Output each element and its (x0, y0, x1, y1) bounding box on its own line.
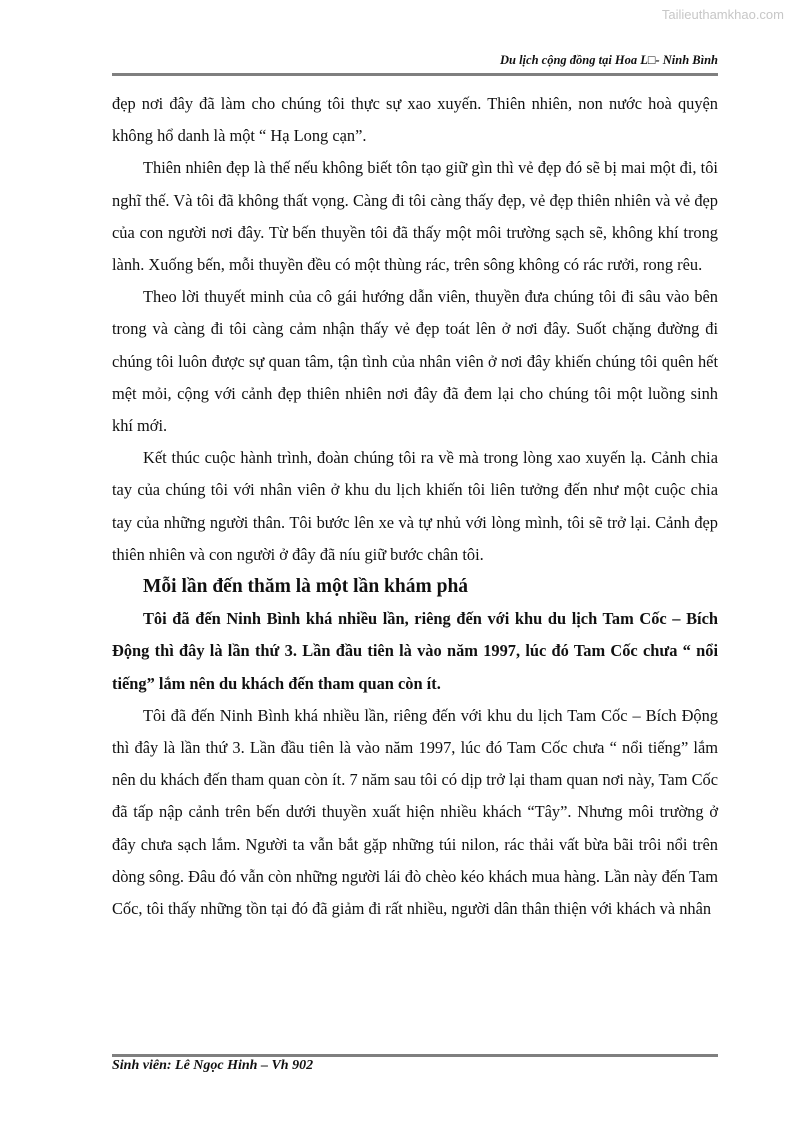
paragraph: Kết thúc cuộc hành trình, đoàn chúng tôi ra về mà trong lòng xao xuyến lạ. Cảnh chia tay của chúng tôi với nhân viên ở khu du lịch khiến tôi liên tưởng đến như một cuộc chia tay của những người thân. Tôi bước lên xe và tự nhủ với lòng mình, tôi sẽ trở lại. Cảnh đẹp thiên nhiên và con người ở đây đã níu giữ bước chân tôi. (112, 448, 718, 564)
page-body (112, 88, 718, 925)
paragraph: Theo lời thuyết minh của cô gái hướng dẫn viên, thuyền đưa chúng tôi đi sâu vào bên trong và càng đi tôi càng cảm nhận thấy vẻ đẹp toát lên ở nơi đây. Suốt chặng đường đi chúng tôi luôn được sự quan tâm, tận tình của nhân viên ở nơi đây khiến chúng tôi quên hết mệt mỏi, cộng với cảnh đẹp thiên nhiên nơi đây đã đem lại cho chúng tôi một luồng sinh khí mới. (112, 287, 718, 436)
footer-author: Sinh viên: Lê Ngọc Hinh – Vh 902 (112, 1058, 314, 1073)
footer-divider (112, 1054, 718, 1057)
header-divider (112, 73, 718, 76)
paragraph: Tôi đã đến Ninh Bình khá nhiều lần, riêng đến với khu du lịch Tam Cốc – Bích Động thì đây là lần thứ 3. Lần đầu tiên là vào năm 1997, lúc đó Tam Cốc chưa “ nổi tiếng” lắm nên du khách đến tham quan còn ít. 7 năm sau tôi có dịp trở lại tham quan nơi này, Tam Cốc đã tấp nập cảnh trên bến dưới thuyền xuất hiện nhiều khách “Tây”. Nhưng môi trường ở đây chưa sạch lắm. Người ta vẫn bắt gặp những túi nilon, rác thải vất bừa bãi trôi nổi trên dòng sông. Đâu đó vẫn còn những người lái đò chèo kéo khách mua hàng. Lần này đến Tam Cốc, tôi thấy những tồn tại đó đã giảm đi rất nhiều, người dân thân thiện với khách và nhân (112, 705, 718, 919)
bold-paragraph: Tôi đã đến Ninh Bình khá nhiều lần, riêng đến với khu du lịch Tam Cốc – Bích Động thì đây là lần thứ 3. Lần đầu tiên là vào năm 1997, lúc đó Tam Cốc chưa “ nổi tiếng” lắm nên du khách đến tham quan còn ít. (112, 609, 718, 693)
watermark: Tailieuthamkhao.com (661, 7, 784, 22)
section-heading: Mỗi lần đến thăm là một lần khám phá (143, 576, 469, 598)
paragraph: đẹp nơi đây đã làm cho chúng tôi thực sự xao xuyến. Thiên nhiên, non nước hoà quyện không hổ danh là một “ Hạ Long cạn”. (112, 94, 718, 146)
running-header: Du lịch cộng đồng tại Hoa L□- Ninh Bình (499, 53, 718, 67)
paragraph: Thiên nhiên đẹp là thế nếu không biết tôn tạo giữ gìn thì vẻ đẹp đó sẽ bị mai một đi, tôi nghĩ thế. Và tôi đã không thất vọng. Càng đi tôi càng thấy đẹp, vẻ đẹp thiên nhiên và vẻ đẹp của con người nơi đây. Từ bến thuyền tôi đã thấy một môi trường sạch sẽ, không khí trong lành. Xuống bến, mỗi thuyền đều có một thùng rác, trên sông không có rác rưởi, rong rêu. (112, 158, 718, 275)
